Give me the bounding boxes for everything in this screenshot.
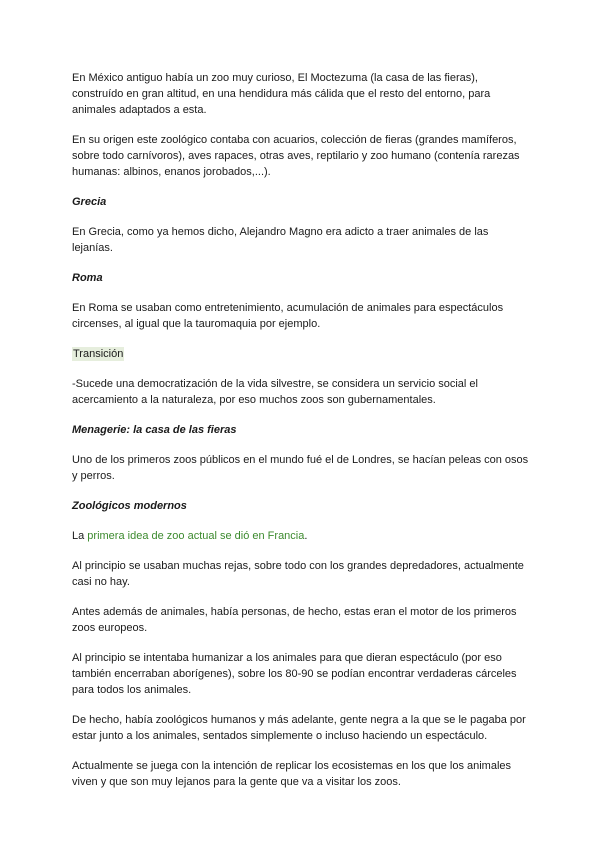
paragraph-francia — [72, 528, 532, 544]
heading-menagerie: Menagerie: la casa de las fieras — [72, 424, 237, 436]
paragraph-grecia: En Grecia, como ya hemos dicho, Alejandro Magno era adicto a traer animales de las lejanías. — [72, 226, 489, 254]
paragraph-ecosistemas: Actualmente se juega con la intención de replicar los ecosistemas en los que los animales viven y que son muy lejanos para la gente que va a visitar los zoos. — [72, 760, 512, 788]
paragraph-rejas: Al principio se usaban muchas rejas, sobre todo con los grandes depredadores, actualmente casi no hay. — [72, 560, 524, 588]
paragraph-moctezuma: En México antiguo había un zoo muy curioso, El Moctezuma (la casa de las fieras), construído en gran altitud, en una hendidura más cálida que el resto del entorno, para animales adaptados a esta. — [72, 72, 491, 116]
francia-prefix: La — [72, 530, 88, 542]
paragraph-personas: Antes además de animales, había personas, de hecho, estas eran el motor de los primeros zoos europeos. — [72, 606, 517, 634]
heading-roma: Roma — [72, 272, 103, 284]
paragraph-humanizar: Al principio se intentaba humanizar a los animales para que dieran espectáculo (por eso también encerraban aborígenes), sobre los 80-90 se podían encontrar verdaderas cárceles para todos los animales. — [72, 652, 517, 696]
heading-zoologicos-modernos: Zoológicos modernos — [72, 500, 187, 512]
transicion-label: Transición — [73, 348, 124, 360]
paragraph-democratizacion: -Sucede una democratización de la vida silvestre, se considera un servicio social el acercamiento a la naturaleza, por eso muchos zoos son gubernamentales. — [72, 378, 478, 406]
heading-grecia: Grecia — [72, 196, 107, 208]
paragraph-zoologicos-humanos: De hecho, había zoológicos humanos y más adelante, gente negra a la que se le pagaba por estar junto a los animales, sentados simplemente o incluso haciendo un espectáculo. — [72, 714, 526, 742]
document-page — [72, 70, 532, 790]
francia-suffix: . — [304, 530, 308, 542]
paragraph-londres: Uno de los primeros zoos públicos en el mundo fué el de Londres, se hacían peleas con osos y perros. — [72, 454, 529, 482]
transicion-line — [72, 346, 532, 362]
paragraph-origen: En su origen este zoológico contaba con acuarios, colección de fieras (grandes mamíferos, sobre todo carnívoros), aves rapaces, otras aves, reptilario y zoo humano (contenía rarezas humanas: albinos, enanos jorobados,...). — [72, 134, 520, 178]
paragraph-roma: En Roma se usaban como entretenimiento, acumulación de animales para espectáculos circenses, al igual que la tauromaquia por ejemplo. — [72, 302, 504, 330]
francia-highlight-text: primera idea de zoo actual se dió en Francia — [87, 530, 305, 542]
